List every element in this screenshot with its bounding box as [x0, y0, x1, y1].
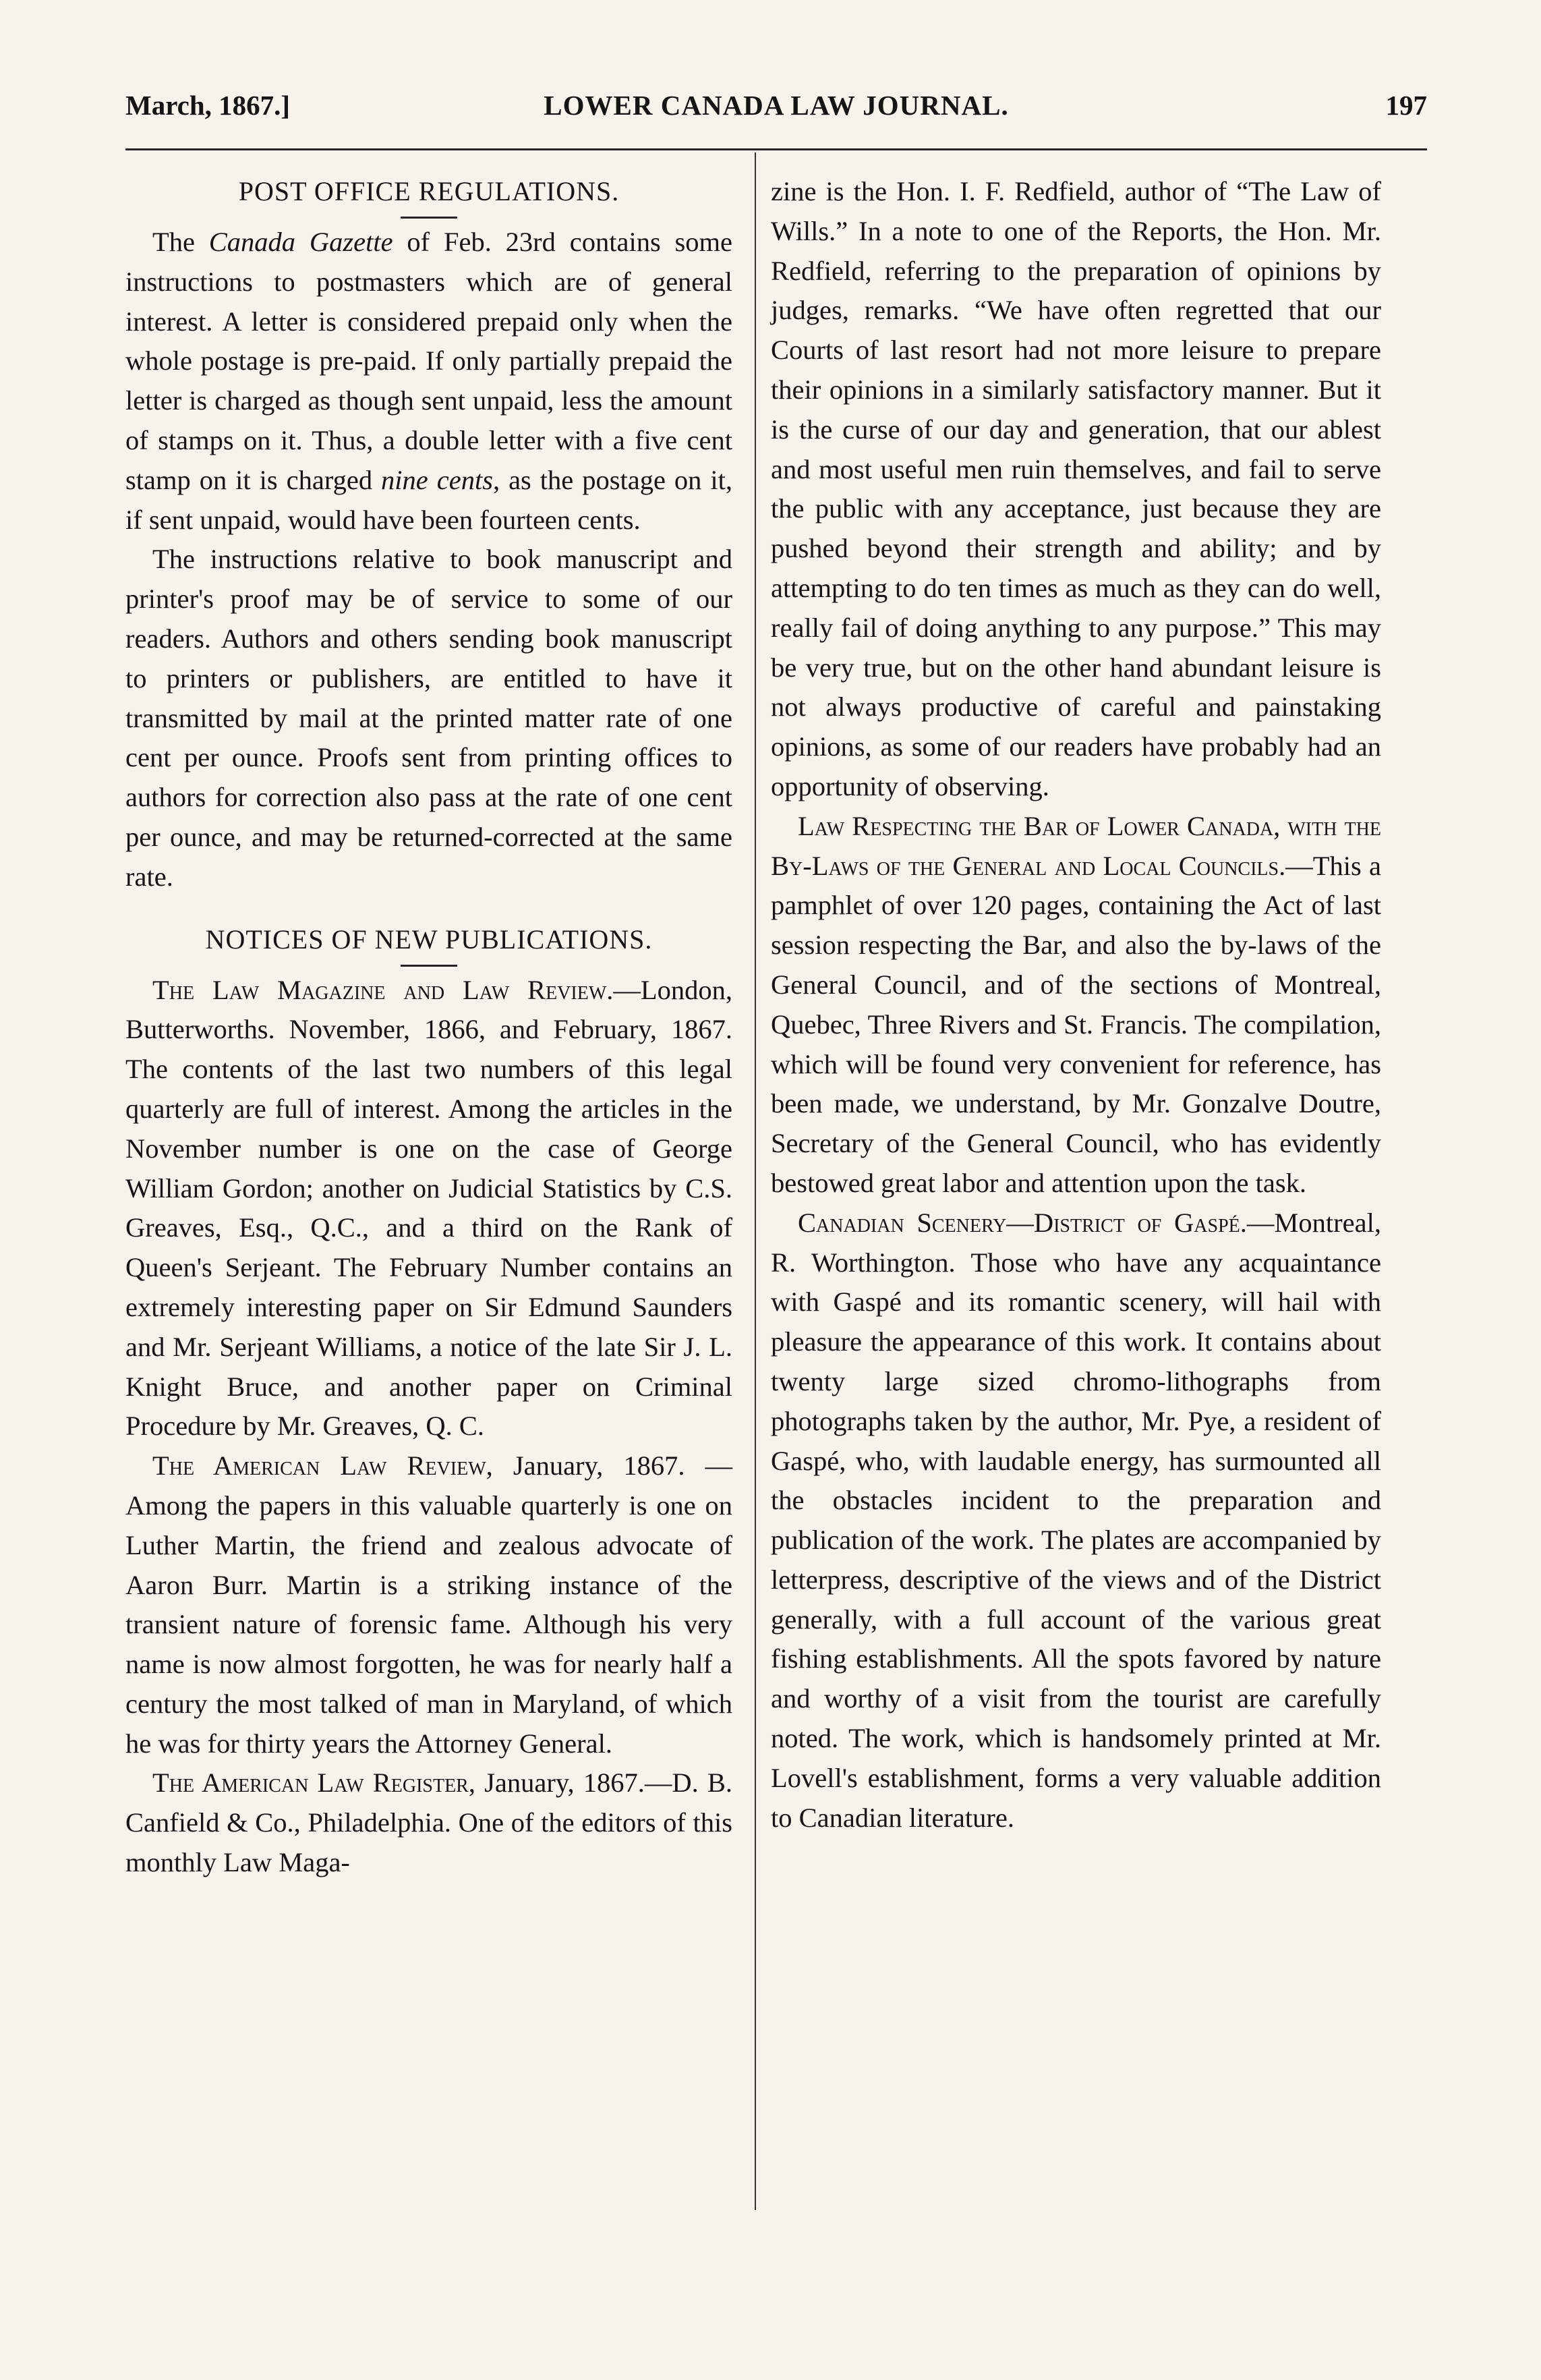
notice-canadian-scenery — [771, 1203, 1381, 1838]
notice-title: Canadian Scenery—District of Gaspé. — [798, 1207, 1247, 1238]
post-office-paragraph-2: The instructions relative to book manuscript and printer's proof may be of service to some of our readers. Authors and others sending book manuscript to printers or publishers, are entitled to have it transmitted by mail at the printed matter rate of one cent per ounce. Proofs sent from printing offices to authors for correction also pass at the rate of one cent per ounce, and may be returned-corrected at the same rate. — [125, 544, 732, 892]
notice-american-law-review — [125, 1446, 732, 1763]
nine-cents-emphasis: nine cents — [381, 464, 493, 495]
notices-heading: NOTICES OF NEW PUBLICATIONS. — [205, 924, 653, 955]
running-header — [125, 89, 1427, 136]
notice-body: January, 1867.—D. B. Canfield & Co., Philadelphia. One of the editors of this monthly Law Maga- — [125, 1767, 732, 1878]
notice-body: —Montreal, R. Worthington. Those who have any acquaintance with Gaspé and its romantic scenery, will hail with pleasure the appearance of this work. It contains about twenty large sized chromo-lithographs from photographs taken by the author, Mr. Pye, a resident of Gaspé, who, with laudable energy, has surmounted all the obstacles incident to the preparation and publication of the work. The plates are accompanied by letterpress, descriptive of the views and of the District generally, with a full account of the various great fishing establishments. All the spots favored by nature and worthy of a visit from the tourist are carefully noted. The work, which is handsomely printed at Mr. Lovell's establishment, forms a very valuable addition to Canadian literature. — [771, 1207, 1381, 1833]
header-date: March, 1867.] — [125, 90, 291, 121]
notice-title: The American Law Review, — [152, 1450, 493, 1481]
notice-title: The American Law Register, — [152, 1767, 475, 1798]
header-rule — [125, 148, 1427, 150]
notice-bar-of-lower-canada — [771, 807, 1381, 1203]
post-office-heading: POST OFFICE REGULATIONS. — [238, 176, 620, 206]
notice-title: Law Respecting the Bar of Lower Canada, with the By-Laws of the General and Local Councils. — [771, 810, 1381, 881]
section-gap — [125, 897, 732, 920]
column-divider — [755, 152, 756, 2210]
notice-title: The Law Magazine and Law Review. — [152, 974, 614, 1005]
notice-body: January, 1867. —Among the papers in this valuable quarterly is one on Luther Martin, the friend and zealous advocate of Aaron Burr. Martin is a striking instance of the transient nature of forensic fame. Although his very name is now almost forgotten, he was for nearly half a century the most talked of man in Maryland, of which he was for thirty years the Attorney General. — [125, 1450, 732, 1759]
header-journal-title: LOWER CANADA LAW JOURNAL. — [544, 90, 1009, 121]
heading-rule — [401, 217, 457, 219]
notice-body: —This a pamphlet of over 120 pages, containing the Act of last session respecting the Bar, and also the by-laws of the General Council, and of the sections of Montreal, Quebec, Three Rivers and St. Francis. The compilation, which will be found very convenient for reference, has been made, we understand, by Mr. Gonzalve Doutre, Secretary of the General Council, who has evidently bestowed great labor and attention upon the task. — [771, 850, 1381, 1198]
notice-law-magazine — [125, 971, 732, 1447]
heading-rule — [401, 965, 457, 967]
notice-body: —London, Butterworths. November, 1866, and February, 1867. The contents of the last two numbers of this legal quarterly are full of interest. Among the articles in the November number is one on the case of George William Gordon; another on Judicial Statistics by C.S. Greaves, Esq., Q.C., and a third on the Rank of Queen's Serjeant. The February Number contains an extremely interesting paper on Sir Edmund Saunders and Mr. Serjeant Williams, a notice of the late Sir J. L. Knight Bruce, and another paper on Criminal Procedure by Mr. Greaves, Q. C. — [125, 974, 732, 1442]
notice-american-law-register — [125, 1763, 732, 1882]
post-office-paragraph-1 — [125, 223, 732, 540]
left-column — [125, 172, 732, 1883]
text-run: The — [152, 227, 209, 257]
register-continuation: zine is the Hon. I. F. Redfield, author of “The Law of Wills.” In a note to one of the Reports, the Hon. Mr. Redfield, referring to the preparation of opinions by judges, remarks. “We have often regretted that our Courts of last resort had not more leisure to prepare their opinions in a similarly satisfactory manner. But it is the curse of our day and generation, that our ablest and most useful men ruin themselves, and fail to serve the public with any acceptance, just because they are pushed beyond their strength and ability; and by attempting to do ten times as much as they can do well, really fail of doing anything to any purpose.” This may be very true, but on the other hand abundant leisure is not always productive of careful and painstaking opinions, as some of our readers have probably had an opportunity of observing. — [771, 176, 1381, 801]
canada-gazette-title: Canada Gazette — [208, 227, 393, 257]
text-run: , as the postage on it, if sent unpaid, would have been fourteen cents. — [125, 464, 732, 535]
text-run: of Feb. 23rd contains some instructions to postmasters which are of general interest. A letter is considered prepaid only when the whole postage is pre-paid. If only partially prepaid the letter is charged as though sent unpaid, less the amount of stamps on it. Thus, a double letter with a five cent stamp on it is charged — [125, 227, 733, 495]
right-column — [771, 172, 1381, 1838]
page-number: 197 — [1385, 90, 1427, 121]
